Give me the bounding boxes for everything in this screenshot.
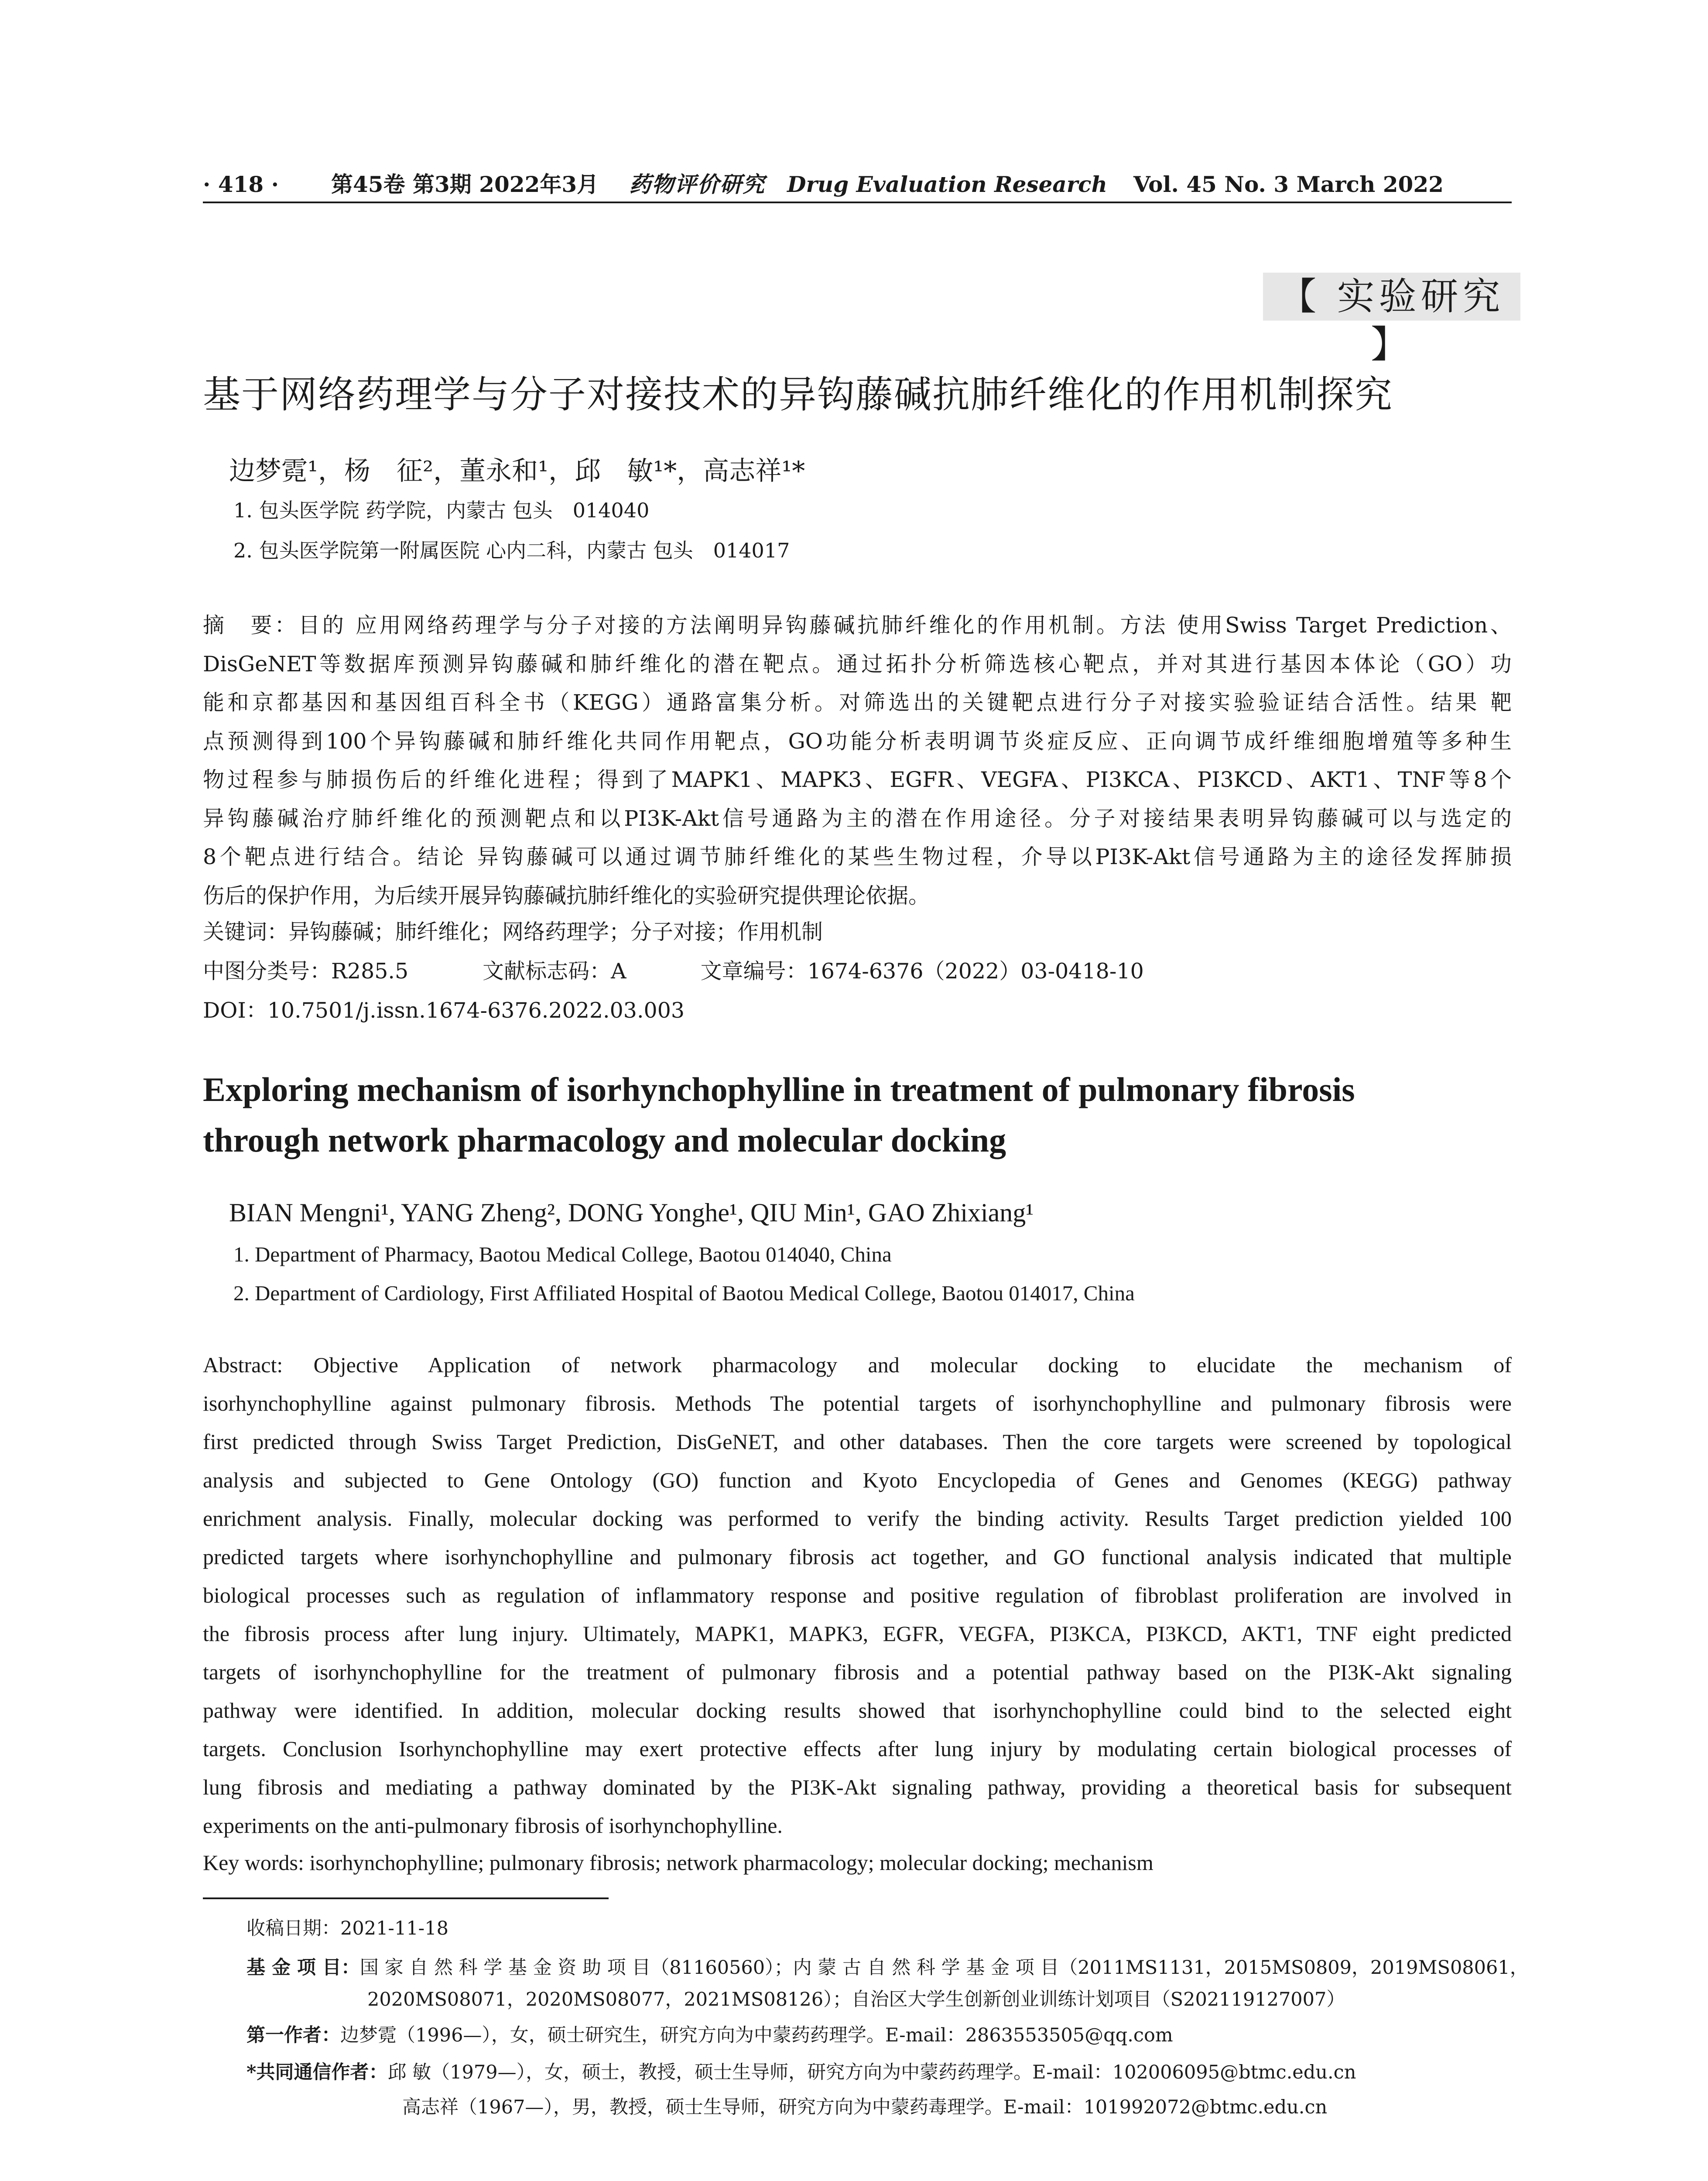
abstract-en-line: isorhynchophylline against pulmonary fibrosis. Methods The potential targets of isorhynchophylline and pulmonary fibrosis were [203, 1391, 1512, 1415]
affiliation-en-1: 1. Department of Pharmacy, Baotou Medical College, Baotou 014040, China [233, 1242, 892, 1266]
authors-en: BIAN Mengni¹, YANG Zheng², DONG Yonghe¹, QIU Min¹, GAO Zhixiang¹ [229, 1198, 1034, 1227]
affiliation-cn-1: 1. 包头医学院 药学院，内蒙古 包头 014040 [233, 499, 650, 522]
running-header [203, 167, 1512, 198]
affiliation-cn-2: 2. 包头医学院第一附属医院 心内二科，内蒙古 包头 014017 [233, 539, 790, 562]
title-en-line: through network pharmacology and molecular docking [203, 1121, 1006, 1159]
journal-logo: 药物评价研究 [629, 171, 766, 197]
abstract-en-line: the fibrosis process after lung injury. Ultimately, MAPK1, MAPK3, EGFR, VEGFA, PI3KCA, PI3KCD, AKT1, TNF eight predicted [203, 1621, 1512, 1646]
page-number: · 418 · [203, 171, 279, 197]
abstract-en [203, 1346, 1512, 1845]
corresponding-text: 邱 敏（1979—），女，硕士，教授，硕士生导师，研究方向为中蒙药药理学。E-mail：102006095@btmc.edu.cn [387, 2061, 1356, 2083]
document-code: 文献标志码：A [483, 959, 626, 984]
header-rule [203, 202, 1512, 203]
volume-info-en: Vol. 45 No. 3 March 2022 [1133, 171, 1444, 197]
affiliation-en-2: 2. Department of Cardiology, First Affiliated Hospital of Baotou Medical College, Baotou 014017, China [233, 1281, 1135, 1305]
abstract-cn-line: 摘 要：目的 应用网络药理学与分子对接的方法阐明异钩藤碱抗肺纤维化的作用机制。方法 使用Swiss Target Prediction、 [203, 613, 1512, 638]
abstract-cn-line: DisGeNET等数据库预测异钩藤碱和肺纤维化的潜在靶点。通过拓扑分析筛选核心靶点，并对其进行基因本体论（GO）功 [203, 651, 1512, 677]
abstract-en-line: targets of isorhynchophylline for the treatment of pulmonary fibrosis and a potential pathway based on the PI3K-Akt signaling [203, 1660, 1512, 1684]
article-number: 文章编号：1674-6376（2022）03-0418-10 [700, 959, 1144, 984]
abstract-en-line: enrichment analysis. Finally, molecular docking was performed to verify the binding activity. Results Target prediction yielded 100 [203, 1506, 1512, 1531]
abstract-en-line: targets. Conclusion Isorhynchophylline may exert protective effects after lung injury by modulating certain biological processes of [203, 1737, 1512, 1761]
funding-text: 国 家 自 然 科 学 基 金 资 助 项 目（81160560）；内 蒙 古 自 然 科 学 基 金 项 目（2011MS1131，2015MS0809，2019MS08061， [359, 1957, 1529, 1979]
classification-line [203, 954, 1144, 989]
abstract-cn-line: 8个靶点进行结合。结论 异钩藤碱可以通过调节肺纤维化的某些生物过程，介导以PI3K-Akt信号通路为主的途径发挥肺损 [203, 844, 1512, 869]
funding-line-2: 2020MS08071，2020MS08077，2021MS08126）；自治区大学生创新创业训练计划项目（S202119127007） [367, 1989, 1345, 2010]
abstract-en-line: pathway were identified. In addition, molecular docking results showed that isorhynchophylline could bind to the selected eight [203, 1698, 1512, 1723]
keywords-cn: 关键词：异钩藤碱；肺纤维化；网络药理学；分子对接；作用机制 [203, 920, 823, 944]
abstract-cn-line: 伤后的保护作用，为后续开展异钩藤碱抗肺纤维化的实验研究提供理论依据。 [203, 883, 930, 908]
first-author [246, 2022, 1173, 2049]
abstract-cn-line: 点预测得到100个异钩藤碱和肺纤维化共同作用靶点，GO功能分析表明调节炎症反应、正向调节成纤维细胞增殖等多种生 [203, 728, 1512, 754]
corresponding-label: *共同通信作者： [246, 2061, 388, 2083]
abstract-cn-line: 能和京都基因和基因组百科全书（KEGG）通路富集分析。对筛选出的关键靶点进行分子对接实验验证结合活性。结果 靶 [203, 690, 1512, 715]
abstract-en-line: Abstract: Objective Application of network pharmacology and molecular docking to elucidate the mechanism of [203, 1353, 1512, 1377]
doi: DOI：10.7501/j.issn.1674-6376.2022.03.003 [203, 998, 685, 1023]
volume-info-cn: 第45卷 第3期 2022年3月 [331, 171, 599, 197]
abstract-en-line: analysis and subjected to Gene Ontology (GO) function and Kyoto Encyclopedia of Genes and Genomes (KEGG) pathway [203, 1468, 1512, 1492]
title-cn: 基于网络药理学与分子对接技术的异钩藤碱抗肺纤维化的作用机制探究 [203, 373, 1393, 417]
abstract-en-line: first predicted through Swiss Target Prediction, DisGeNET, and other databases. Then the core targets were screened by topological [203, 1429, 1512, 1454]
title-en [203, 1064, 1512, 1166]
abstract-en-line: predicted targets where isorhynchophylline and pulmonary fibrosis act together, and GO functional analysis indicated that multiple [203, 1545, 1512, 1569]
abstract-cn-line: 异钩藤碱治疗肺纤维化的预测靶点和以PI3K-Akt信号通路为主的潜在作用途径。分子对接结果表明异钩藤碱可以与选定的 [203, 806, 1512, 831]
abstract-cn-line: 物过程参与肺损伤后的纤维化进程；得到了MAPK1、MAPK3、EGFR、VEGFA、PI3KCA、PI3KCD、AKT1、TNF等8个 [203, 767, 1512, 792]
abstract-en-line: experiments on the anti-pulmonary fibrosis of isorhynchophylline. [203, 1813, 783, 1838]
funding-line-1 [246, 1954, 1529, 1981]
section-tag: 【 实验研究 】 [1263, 273, 1520, 321]
funding-label: 基 金 项 目： [246, 1957, 360, 1979]
clc-number: 中图分类号：R285.5 [203, 959, 409, 984]
received-date: 收稿日期：2021-11-18 [246, 1918, 448, 1939]
journal-name-en: Drug Evaluation Research [787, 171, 1107, 197]
abstract-en-line: biological processes such as regulation of inflammatory response and positive regulation of fibroblast proliferation are involved in [203, 1583, 1512, 1607]
abstract-en-line: lung fibrosis and mediating a pathway dominated by the PI3K-Akt signaling pathway, providing a theoretical basis for subsequent [203, 1775, 1512, 1799]
authors-cn: 边梦霓¹，杨 征²，董永和¹，邱 敏¹*，高志祥¹* [229, 456, 805, 486]
first-author-label: 第一作者： [246, 2024, 340, 2046]
title-en-line: Exploring mechanism of isorhynchophylline in treatment of pulmonary fibrosis [203, 1070, 1355, 1108]
corresponding-author-2: 高志祥（1967—），男，教授，硕士生导师，研究方向为中蒙药毒理学。E-mail：101992072@btmc.edu.cn [402, 2096, 1328, 2118]
first-author-text: 边梦霓（1996—），女，硕士研究生，研究方向为中蒙药药理学。E-mail：2863553505@qq.com [340, 2024, 1173, 2046]
abstract-cn [203, 606, 1512, 915]
keywords-en: Key words: isorhynchophylline; pulmonary fibrosis; network pharmacology; molecular docking; mechanism [203, 1850, 1153, 1875]
corresponding-author-1 [246, 2059, 1356, 2086]
footnote-rule [203, 1897, 609, 1899]
